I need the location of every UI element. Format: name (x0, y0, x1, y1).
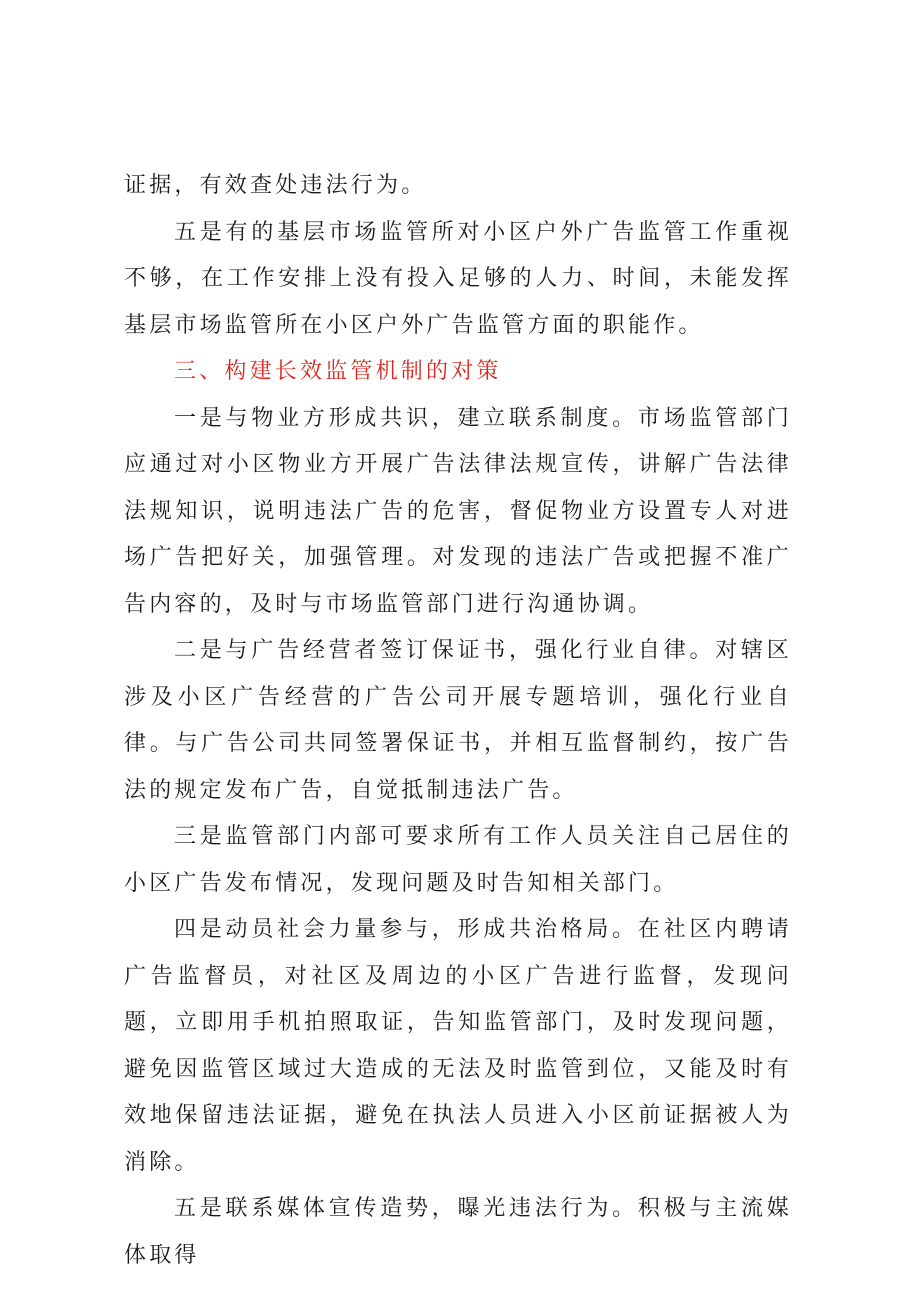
paragraph-countermeasure-one: 一是与物业方形成共识，建立联系制度。市场监管部门应通过对小区物业方开展广告法律法规宣传，讲解广告法律法规知识，说明违法广告的危害，督促物业方设置专人对进场广告把好关，加强管理。对发现的违法广告或把握不准广告内容的，及时与市场监管部门进行沟通协调。 (124, 405, 792, 617)
paragraph-countermeasure-two: 二是与广告经营者签订保证书，强化行业自律。对辖区涉及小区广告经营的广告公司开展专题培训，强化行业自律。与广告公司共同签署保证书，并相互监督制约，按广告法的规定发布广告，自觉抵制违法广告。 (124, 638, 792, 803)
paragraph-countermeasure-five: 五是联系媒体宣传造势，曝光违法行为。积极与主流媒体取得 (124, 1196, 792, 1268)
paragraph-continuation: 证据，有效查处违法行为。 (124, 173, 427, 198)
section-heading: 三、构建长效监管机制的对策 (174, 359, 502, 384)
document-body (124, 163, 792, 1279)
paragraph-point-five-problem: 五是有的基层市场监管所对小区户外广告监管工作重视不够，在工作安排上没有投入足够的人力、时间，未能发挥基层市场监管所在小区户外广告监管方面的职能作。 (124, 219, 792, 338)
paragraph-countermeasure-four: 四是动员社会力量参与，形成共治格局。在社区内聘请广告监督员，对社区及周边的小区广告进行监督，发现问题，立即用手机拍照取证，告知监管部门，及时发现问题，避免因监管区域过大造成的无法及时监管到位，又能及时有效地保留违法证据，避免在执法人员进入小区前证据被人为消除。 (124, 917, 792, 1175)
paragraph-countermeasure-three: 三是监管部门内部可要求所有工作人员关注自己居住的小区广告发布情况，发现问题及时告知相关部门。 (124, 824, 792, 896)
